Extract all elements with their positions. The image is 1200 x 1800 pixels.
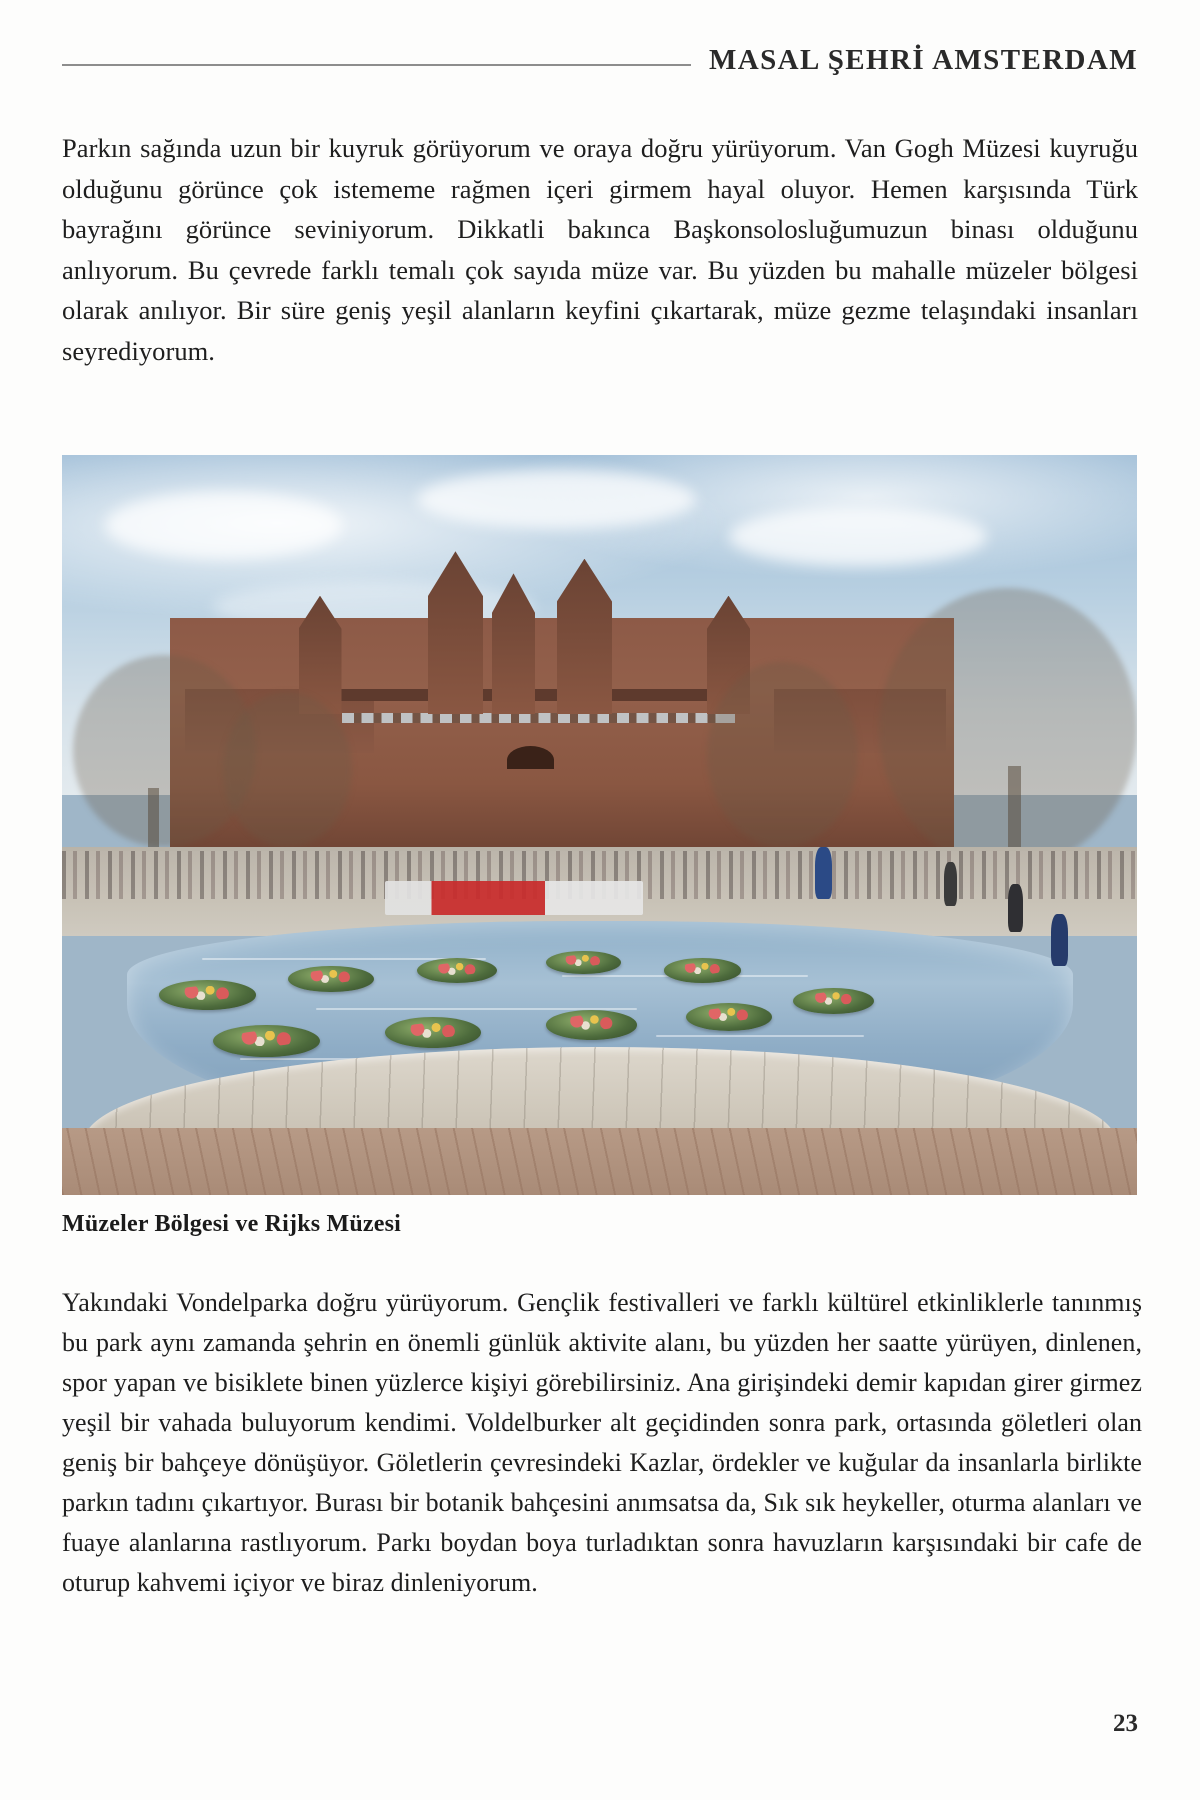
cloud-icon	[417, 470, 697, 529]
flower-planter	[546, 1010, 637, 1040]
flower-planter	[793, 988, 874, 1014]
person-figure	[815, 847, 832, 899]
person-figure	[944, 862, 958, 906]
iamsterdam-sign	[385, 881, 643, 915]
building-roofline	[326, 689, 750, 701]
figure-caption: Müzeler Bölgesi ve Rijks Müzesi	[62, 1211, 402, 1237]
running-header	[62, 40, 1138, 80]
body-text-bottom	[62, 1283, 1142, 1603]
flower-planter	[664, 958, 741, 982]
header-rule	[62, 64, 691, 66]
building-archway	[507, 746, 554, 770]
header-title: MASAL ŞEHRİ AMSTERDAM	[708, 43, 1138, 76]
flower-planter	[686, 1003, 772, 1031]
figure-museum-quarter	[62, 455, 1137, 1238]
water-ripple	[656, 1035, 864, 1037]
photo-rijksmuseum	[62, 455, 1137, 1195]
body-text-top	[62, 128, 1138, 371]
tree-icon	[707, 662, 858, 847]
paragraph-first: Parkın sağında uzun bir kuyruk görüyorum ve oraya doğru yürüyorum. Van Gogh Müzesi kuyruğu olduğunu görünce çok istememe rağmen içeri girmem hayal oluyor. Hemen karşısında Türk bayrağını görünce seviniyorum. Dikkatli bakınca Başkonsolosluğumuzun binası olduğunu anlıyorum. Bu çevrede farklı temalı çok sayıda müze var. Bu yüzden bu mahalle müzeler bölgesi olarak anılıyor. Bir süre geniş yeşil alanların keyfini çıkartarak, müze gezme telaşındaki insanları seyrediyorum.	[62, 133, 1138, 366]
flower-planter	[159, 980, 256, 1010]
person-figure	[1051, 914, 1068, 966]
person-figure	[1008, 884, 1023, 932]
brick-walkway	[62, 1128, 1137, 1195]
building-window-band	[342, 713, 734, 724]
tree-icon	[223, 692, 352, 847]
cloud-icon	[105, 492, 342, 559]
flower-planter	[288, 966, 374, 993]
page-number: 23	[1113, 1710, 1138, 1737]
cloud-icon	[729, 507, 987, 566]
paragraph-second: Yakındaki Vondelparka doğru yürüyorum. Gençlik festivalleri ve farklı kültürel etkinliklerle tanınmış bu park aynı zamanda şehrin en önemli günlük aktivite alanı, bu yüzden her saatte yürüyen, dinlenen, spor yapan ve bisiklete binen yüzlerce kişiyi görebilirsiniz. Ana girişindeki demir kapıdan girer girmez yeşil bir vahada buluyorum kendimi. Voldelburker alt geçidinden sonra park, ortasında göletleri olan geniş bir bahçeye dönüşüyor. Göletlerin çevresindeki Kazlar, ördekler ve kuğular da insanlarla birlikte parkın tadını çıkartıyor. Burası bir botanik bahçesini anımsatsa da, Sık sık heykeller, oturma alanları ve fuaye alanlarına rastlıyorum. Parkı boydan boya turladıktan sonra havuzların karşısındaki bir cafe de oturup kahvemi içiyor ve biraz dinleniyorum.	[62, 1288, 1142, 1597]
flower-planter	[213, 1025, 321, 1058]
